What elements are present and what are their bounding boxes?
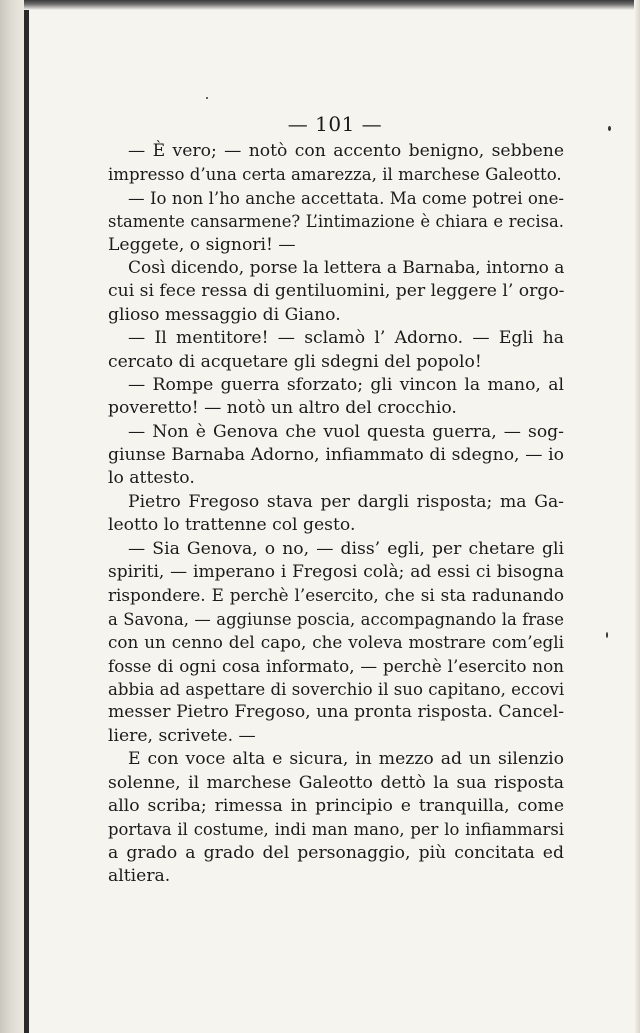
right-edge-shadow — [634, 0, 640, 1033]
text-line: — Sia Genova, o no, — diss’ egli, per chetare gli — [128, 538, 564, 559]
text-line: abbia ad aspettare di soverchio il suo capitano, eccovi — [108, 679, 564, 699]
text-line: — Il mentitore! — sclamò l’ Adorno. — Egli ha — [128, 328, 564, 349]
text-line: fosse di ogni cosa informato, — perchè l’esercito non — [108, 655, 564, 676]
text-line: — Non è Genova che vuol questa guerra, — sog- — [128, 421, 564, 442]
ink-speck — [606, 632, 608, 638]
text-line: allo scriba; rimessa in principio e tranquilla, come — [108, 795, 564, 816]
text-line: portava il costume, indi man mano, per lo infiammarsi — [108, 820, 564, 840]
text-line: E con voce alta e sicura, in mezzo ad un silenzio — [128, 749, 564, 770]
text-line: cercato di acquetare gli sdegni del popolo! — [108, 351, 482, 372]
text-line: spiriti, — imperano i Fregosi colà; ad essi ci bisogna — [108, 562, 564, 583]
text-line: con un cenno del capo, che voleva mostrare com’egli — [108, 632, 564, 653]
text-line: a Savona, — aggiunse poscia, accompagnando la frase — [108, 609, 564, 629]
text-line: giunse Barnaba Adorno, infiammato di sdegno, — io — [108, 445, 564, 466]
text-line: glioso messaggio di Giano. — [108, 304, 341, 325]
text-line: lo attesto. — [108, 468, 195, 489]
ink-speck — [206, 97, 208, 99]
text-line: liere, scrivete. — — [108, 725, 256, 746]
body-text — [108, 140, 564, 889]
text-line: — Rompe guerra sforzato; gli vincon la mano, al — [128, 374, 564, 395]
text-line: Così dicendo, porse la lettera a Barnaba, intorno a — [128, 257, 564, 278]
text-line: — Io non l’ho anche accettata. Ma come potrei one- — [128, 188, 564, 208]
text-line: — È vero; — notò con accento benigno, sebbene — [128, 141, 564, 161]
text-line: stamente cansarmene? L’intimazione è chiara e recisa. — [108, 212, 564, 232]
text-line: Pietro Fregoso stava per dargli risposta; ma Ga- — [128, 491, 564, 512]
gutter-shadow — [24, 0, 29, 1033]
text-line: rispondere. E perchè l’esercito, che si sta radunando — [108, 585, 564, 606]
text-line: cui si fece ressa di gentiluomini, per leggere l’ orgo- — [108, 281, 564, 302]
book-spine — [0, 0, 24, 1033]
text-line: leotto lo trattenne col gesto. — [108, 515, 356, 536]
text-line: altiera. — [108, 866, 171, 887]
text-line: poveretto! — notò un altro del crocchio. — [108, 398, 457, 419]
text-line: a grado a grado del personaggio, più concitata ed — [108, 842, 564, 863]
page-number: — 101 — — [287, 112, 383, 136]
text-line: solenne, il marchese Galeotto dettò la sua risposta — [108, 772, 564, 793]
text-line: impresso d’una certa amarezza, il marchese Galeotto. — [108, 165, 562, 185]
top-edge-shadow — [24, 0, 640, 10]
text-line: Leggete, o signori! — — [108, 234, 296, 255]
text-line: messer Pietro Fregoso, una pronta risposta. Cancel- — [108, 702, 564, 723]
